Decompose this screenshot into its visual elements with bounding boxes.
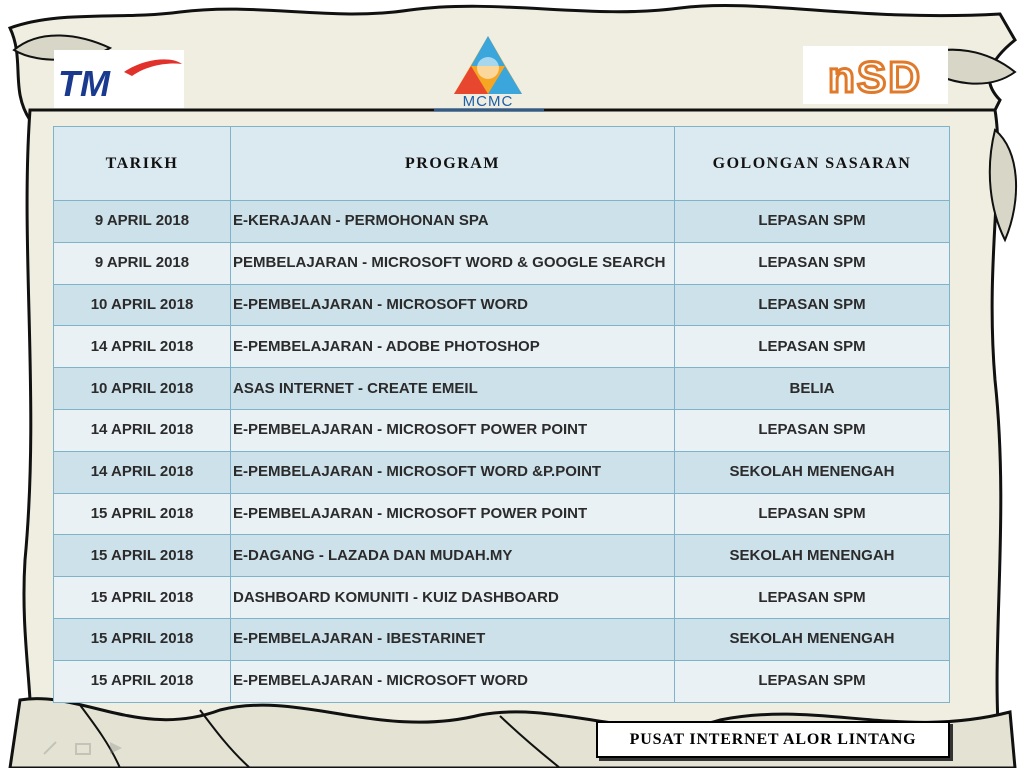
header-target-group: GOLONGAN SASARAN	[675, 127, 950, 201]
table-row	[54, 326, 950, 368]
cell-program: E-PEMBELAJARAN - MICROSOFT POWER POINT	[231, 409, 675, 451]
cell-program: E-PEMBELAJARAN - MICROSOFT WORD &P.POINT	[231, 451, 675, 493]
cell-program: E-DAGANG - LAZADA DAN MUDAH.MY	[231, 535, 675, 577]
table-row	[54, 577, 950, 619]
table-row	[54, 618, 950, 660]
mcmc-logo	[430, 32, 548, 114]
table-header-row	[54, 127, 950, 201]
mcmc-logo-icon	[430, 32, 548, 114]
table-row	[54, 284, 950, 326]
cell-date: 14 APRIL 2018	[54, 451, 231, 493]
footer-label: PUSAT INTERNET ALOR LINTANG	[629, 730, 917, 748]
cell-date: 14 APRIL 2018	[54, 409, 231, 451]
nsd-logo-icon	[803, 46, 948, 104]
table-row	[54, 660, 950, 702]
cell-target: BELIA	[675, 368, 950, 410]
pen-icon[interactable]	[44, 742, 56, 754]
cell-program: DASHBOARD KOMUNITI - KUIZ DASHBOARD	[231, 577, 675, 619]
next-icon[interactable]	[110, 742, 122, 754]
cell-target: LEPASAN SPM	[675, 660, 950, 702]
svg-text:MCMC: MCMC	[462, 93, 514, 110]
cell-target: LEPASAN SPM	[675, 409, 950, 451]
cell-date: 15 APRIL 2018	[54, 577, 231, 619]
table-row	[54, 368, 950, 410]
slideshow-controls[interactable]	[40, 738, 130, 758]
cell-date: 14 APRIL 2018	[54, 326, 231, 368]
table-row	[54, 535, 950, 577]
table-row	[54, 201, 950, 243]
cell-program: E-PEMBELAJARAN - MICROSOFT WORD	[231, 660, 675, 702]
footer-label-box	[596, 721, 950, 758]
cell-date: 10 APRIL 2018	[54, 368, 231, 410]
cell-target: SEKOLAH MENENGAH	[675, 451, 950, 493]
program-schedule-table	[53, 126, 950, 703]
menu-icon[interactable]	[76, 744, 90, 754]
cell-date: 15 APRIL 2018	[54, 618, 231, 660]
tm-logo	[54, 50, 184, 108]
cell-date: 10 APRIL 2018	[54, 284, 231, 326]
cell-program: ASAS INTERNET - CREATE EMEIL	[231, 368, 675, 410]
table-row	[54, 409, 950, 451]
cell-date: 15 APRIL 2018	[54, 535, 231, 577]
cell-target: LEPASAN SPM	[675, 242, 950, 284]
cell-date: 9 APRIL 2018	[54, 201, 231, 243]
table-row	[54, 451, 950, 493]
cell-program: E-PEMBELAJARAN - MICROSOFT WORD	[231, 284, 675, 326]
header-program: PROGRAM	[231, 127, 675, 201]
cell-program: E-KERAJAAN - PERMOHONAN SPA	[231, 201, 675, 243]
header-date: TARIKH	[54, 127, 231, 201]
tm-logo-icon	[54, 50, 184, 108]
cell-target: LEPASAN SPM	[675, 326, 950, 368]
cell-target: SEKOLAH MENENGAH	[675, 618, 950, 660]
cell-date: 15 APRIL 2018	[54, 493, 231, 535]
cell-program: E-PEMBELAJARAN - MICROSOFT POWER POINT	[231, 493, 675, 535]
table-row	[54, 493, 950, 535]
cell-program: E-PEMBELAJARAN - ADOBE PHOTOSHOP	[231, 326, 675, 368]
cell-target: SEKOLAH MENENGAH	[675, 535, 950, 577]
cell-date: 9 APRIL 2018	[54, 242, 231, 284]
cell-program: PEMBELAJARAN - MICROSOFT WORD & GOOGLE SEARCH	[231, 242, 675, 284]
cell-target: LEPASAN SPM	[675, 201, 950, 243]
cell-target: LEPASAN SPM	[675, 493, 950, 535]
table-row	[54, 242, 950, 284]
nsd-logo	[803, 46, 948, 104]
cell-program: E-PEMBELAJARAN - IBESTARINET	[231, 618, 675, 660]
svg-text:nSD: nSD	[828, 53, 922, 102]
cell-target: LEPASAN SPM	[675, 284, 950, 326]
svg-text:TM: TM	[58, 63, 110, 104]
cell-date: 15 APRIL 2018	[54, 660, 231, 702]
cell-target: LEPASAN SPM	[675, 577, 950, 619]
